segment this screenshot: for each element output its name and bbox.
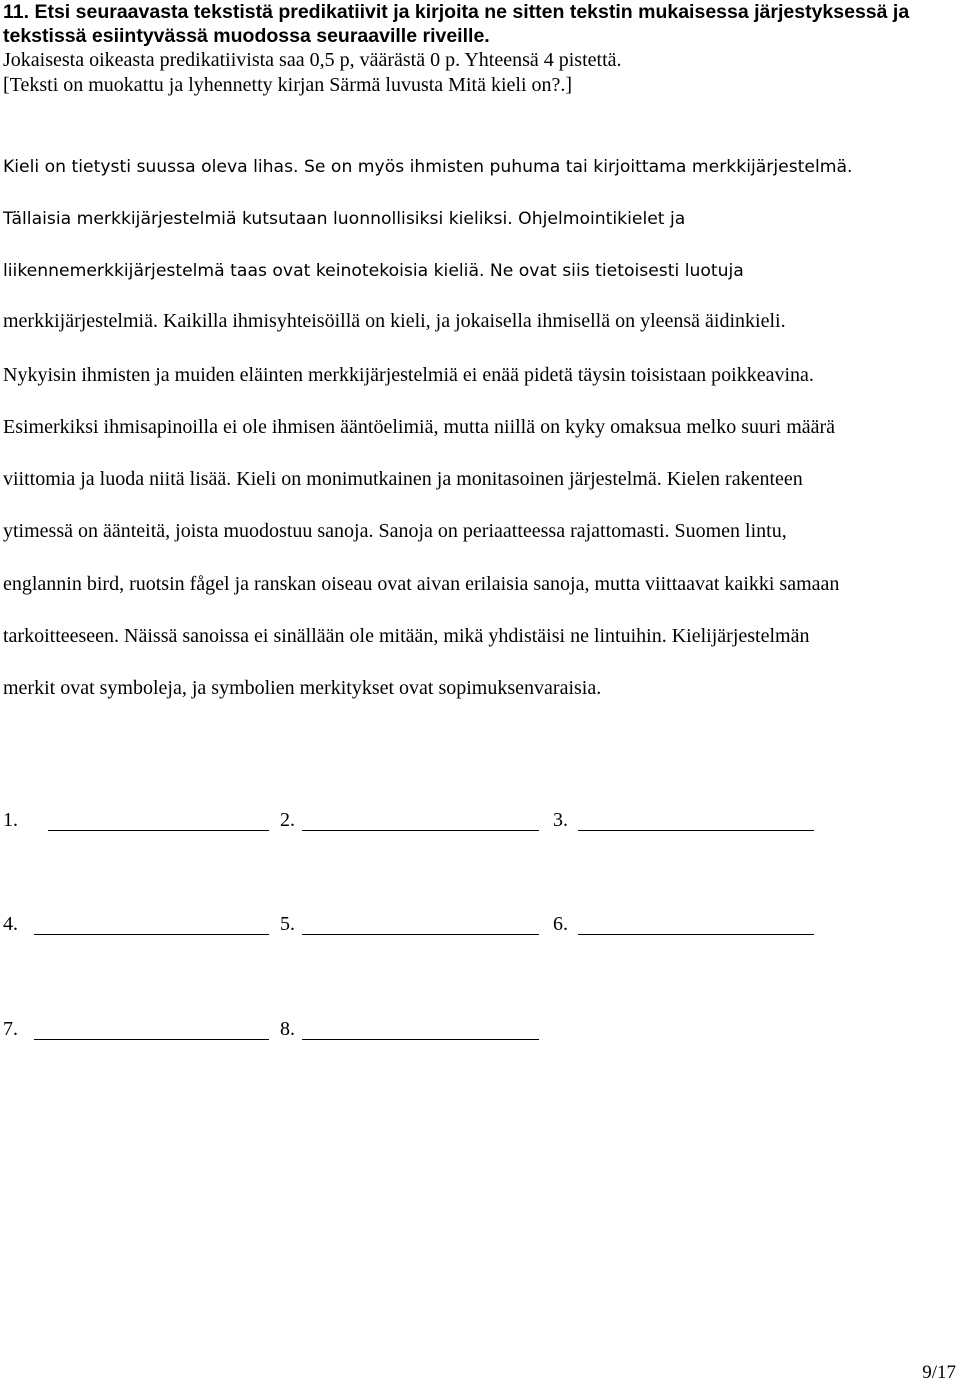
passage-line: Tällaisia merkkijärjestelmiä kutsutaan luonnollisiksi kieliksi. Ohjelmointikielet ja — [3, 209, 686, 229]
answer-number: 1. — [3, 809, 18, 831]
answer-row — [0, 806, 960, 836]
answer-number: 8. — [280, 1018, 295, 1040]
page-number: 9/17 — [922, 1362, 956, 1383]
passage-line: tarkoitteeseen. Näissä sanoissa ei sinällään ole mitään, mikä yhdistäisi ne lintuihin. Kielijärjestelmän — [3, 625, 810, 647]
passage-line: Esimerkiksi ihmisapinoilla ei ole ihmisen ääntöelimiä, mutta niillä on kyky omaksua melko suuri määrä — [3, 416, 836, 438]
answer-number: 5. — [280, 913, 295, 935]
passage-line: Nykyisin ihmisten ja muiden eläinten merkkijärjestelmiä ei enää pidetä täysin toisistaan poikkeavina. — [3, 364, 814, 386]
passage-line: merkit ovat symboleja, ja symbolien merkitykset ovat sopimuksenvaraisia. — [3, 677, 602, 699]
passage-line: englannin bird, ruotsin fågel ja ranskan oiseau ovat aivan erilaisia sanoja, mutta viittaavat kaikki samaan — [3, 573, 840, 595]
answer-number: 6. — [553, 913, 568, 935]
answer-line[interactable] — [34, 1039, 269, 1040]
answer-number: 7. — [3, 1018, 18, 1040]
task-heading: 11. Etsi seuraavasta tekstistä predikatiivit ja kirjoita ne sitten tekstin mukaisessa järjestyksessä ja tekstissä esiintyvässä muodossa seuraaville riveille. — [3, 1, 910, 47]
answer-number: 4. — [3, 913, 18, 935]
passage-line: liikennemerkkijärjestelmä taas ovat keinotekoisia kieliä. Ne ovat siis tietoisesti luotuja — [3, 261, 744, 281]
passage-line: Kieli on tietysti suussa oleva lihas. Se on myös ihmisten puhuma tai kirjoittama merkkijärjestelmä. — [3, 157, 853, 177]
source-note: [Teksti on muokattu ja lyhennetty kirjan Särmä luvusta Mitä kieli on?.] — [3, 74, 573, 96]
answer-line[interactable] — [578, 934, 814, 935]
answer-number: 3. — [553, 809, 568, 831]
answer-number: 2. — [280, 809, 295, 831]
answer-line[interactable] — [34, 934, 269, 935]
answer-row — [0, 910, 960, 940]
answer-line[interactable] — [302, 1039, 539, 1040]
answer-row — [0, 1015, 960, 1045]
passage-line: ytimessä on äänteitä, joista muodostuu sanoja. Sanoja on periaatteessa rajattomasti. Suomen lintu, — [3, 520, 787, 542]
answer-line[interactable] — [578, 830, 814, 831]
passage-line: viittomia ja luoda niitä lisää. Kieli on monimutkainen ja monitasoinen järjestelmä. Kielen rakenteen — [3, 468, 803, 490]
passage-line: merkkijärjestelmiä. Kaikilla ihmisyhteisöillä on kieli, ja jokaisella ihmisellä on yleensä äidinkieli. — [3, 310, 786, 332]
answer-line[interactable] — [302, 830, 539, 831]
answer-line[interactable] — [302, 934, 539, 935]
answer-line[interactable] — [48, 830, 269, 831]
task-instruction: Jokaisesta oikeasta predikatiivista saa 0,5 p, väärästä 0 p. Yhteensä 4 pistettä. — [3, 49, 622, 71]
